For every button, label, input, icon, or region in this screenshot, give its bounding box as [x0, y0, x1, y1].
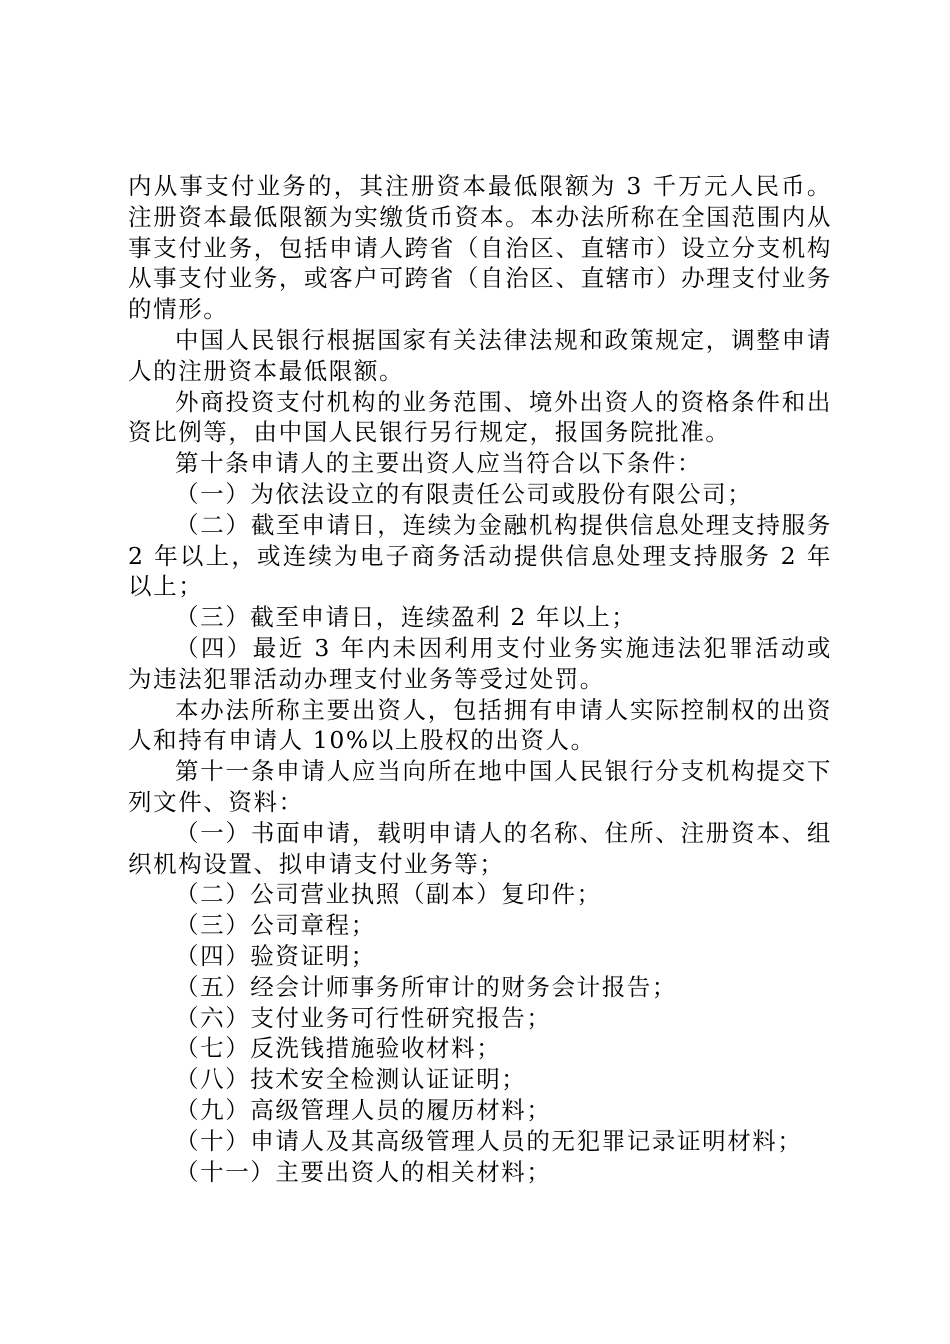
paragraph-main-investor-definition: 本办法所称主要出资人，包括拥有申请人实际控制权的出资人和持有申请人 10%以上股权的出资人。 — [128, 695, 832, 755]
paragraph-foreign-investment: 外商投资支付机构的业务范围、境外出资人的资格条件和出资比例等，由中国人民银行另行规定，报国务院批准。 — [128, 387, 832, 447]
document-body — [128, 171, 832, 1187]
article-10-heading: 第十条申请人的主要出资人应当符合以下条件： — [175, 449, 703, 478]
article-11-item-1: （一）书面申请，载明申请人的名称、住所、注册资本、组织机构设置、拟申请支付业务等； — [128, 818, 832, 878]
article-11-heading: 第十一条申请人应当向所在地中国人民银行分支机构提交下列文件、资料： — [128, 757, 832, 816]
article-11-item-3: （三）公司章程； — [175, 911, 376, 940]
article-10-item-4: （四）最近 3 年内未因利用支付业务实施违法犯罪活动或为违法犯罪活动办理支付业务等受过处罚。 — [128, 633, 832, 693]
article-11-item-6: （六）支付业务可行性研究报告； — [175, 1003, 552, 1032]
article-11-item-4: （四）验资证明； — [175, 941, 376, 970]
article-11-item-10: （十）申请人及其高级管理人员的无犯罪记录证明材料； — [175, 1126, 803, 1155]
article-10-item-3: （三）截至申请日，连续盈利 2 年以上； — [175, 603, 637, 632]
article-10-item-1: （一）为依法设立的有限责任公司或股份有限公司； — [175, 479, 753, 508]
paragraph-capital-requirement: 内从事支付业务的，其注册资本最低限额为 3 千万元人民币。注册资本最低限额为实缴货币资本。本办法所称在全国范围内从事支付业务，包括申请人跨省（自治区、直辖市）设立分支机构从事支付业务，或客户可跨省（自治区、直辖市）办理支付业务的情形。 — [128, 172, 832, 324]
article-10-item-2: （二）截至申请日，连续为金融机构提供信息处理支持服务 2 年以上，或连续为电子商务活动提供信息处理支持服务 2 年以上； — [128, 510, 832, 601]
article-11-item-7: （七）反洗钱措施验收材料； — [175, 1034, 502, 1063]
article-11-item-11: （十一）主要出资人的相关材料； — [175, 1157, 552, 1186]
article-11-item-8: （八）技术安全检测认证证明； — [175, 1065, 527, 1094]
article-11-item-9: （九）高级管理人员的履历材料； — [175, 1095, 552, 1124]
article-11-item-2: （二）公司营业执照（副本）复印件； — [175, 880, 602, 909]
article-11-item-5: （五）经会计师事务所审计的财务会计报告； — [175, 972, 677, 1001]
paragraph-pboc-adjustment: 中国人民银行根据国家有关法律法规和政策规定，调整申请人的注册资本最低限额。 — [128, 325, 832, 385]
